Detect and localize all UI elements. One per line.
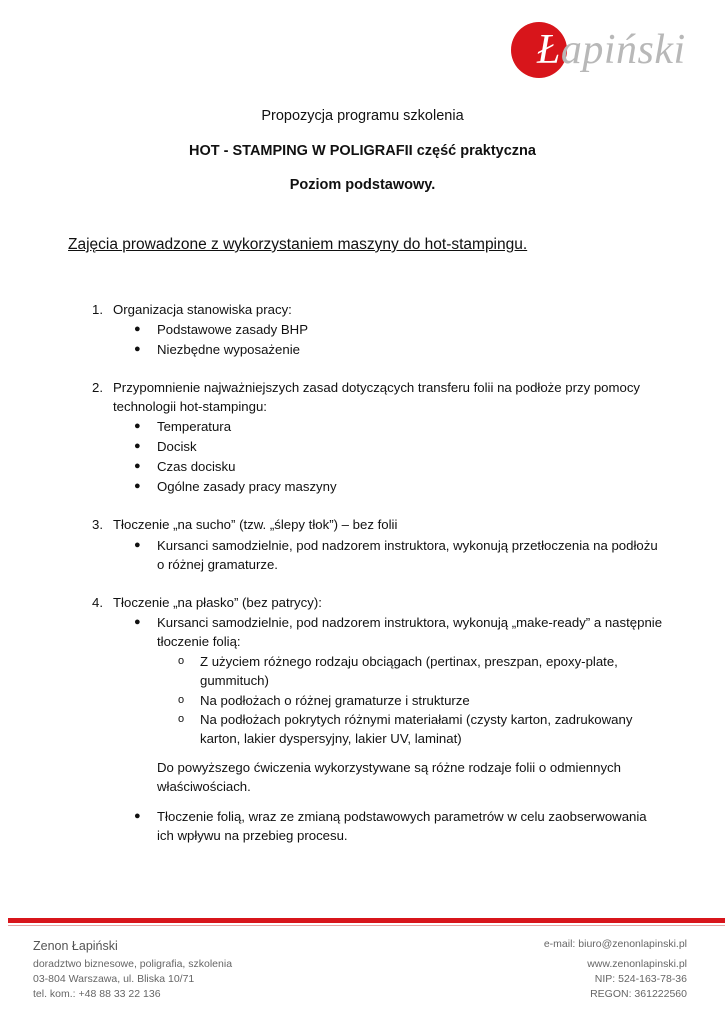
- footer-name: Zenon Łapiński: [33, 939, 118, 953]
- list-item-text: Przypomnienie najważniejszych zasad dotyczących transferu folii na podłoże przy pomocy: [113, 380, 641, 395]
- logo-text: Łapiński: [537, 27, 686, 73]
- footer-regon: REGON: 361222560: [590, 988, 687, 1000]
- bullet-text: Podstawowe zasady BHP: [157, 322, 308, 337]
- footer-website: www.zenonlapinski.pl: [587, 958, 687, 970]
- note-text: właściwościach.: [157, 779, 251, 794]
- bullet-icon: ●: [134, 616, 141, 628]
- course-name: HOT - STAMPING W POLIGRAFII część praktyczna: [189, 143, 536, 159]
- list-item-text: Organizacja stanowiska pracy:: [113, 302, 292, 317]
- circle-bullet-icon: o: [178, 713, 185, 725]
- bullet-icon: ●: [134, 440, 141, 452]
- list-number: 2.: [92, 380, 103, 395]
- footer-phone: tel. kom.: +48 88 33 22 136: [33, 988, 161, 1000]
- document-title: Propozycja programu szkolenia: [261, 108, 464, 124]
- bullet-icon: ●: [134, 810, 141, 822]
- footer-description: doradztwo biznesowe, poligrafia, szkolenia: [33, 958, 233, 970]
- bullet-icon: ●: [134, 460, 141, 472]
- bullet-text: Kursanci samodzielnie, pod nadzorem instruktora, wykonują „make-ready” a następnie: [157, 615, 663, 630]
- bullet-text: ich wpływu na przebieg procesu.: [157, 828, 348, 843]
- list-item-text: Tłoczenie „na sucho” (tzw. „ślepy tłok”) – bez folii: [113, 517, 398, 532]
- footer-nip: NIP: 524-163-78-36: [594, 973, 687, 985]
- bullet-icon: ●: [134, 343, 141, 355]
- footer-divider-thin: [8, 925, 725, 926]
- bullet-text: Docisk: [157, 439, 197, 454]
- bullet-text: Temperatura: [157, 419, 232, 434]
- bullet-text: Tłoczenie folią, wraz ze zmianą podstawowych parametrów w celu zaobserwowania: [157, 809, 647, 824]
- sub-bullet-text: Z użyciem różnego rodzaju obciągach (pertinax, preszpan, epoxy-plate,: [200, 654, 618, 669]
- sub-bullet-text: Na podłożach o różnej gramaturze i strukturze: [200, 693, 470, 708]
- note-text: Do powyższego ćwiczenia wykorzystywane są różne rodzaje folii o odmiennych: [157, 760, 621, 775]
- sub-bullet-text: karton, lakier dyspersyjny, lakier UV, laminat): [200, 731, 462, 746]
- bullet-text: tłoczenie folią:: [157, 634, 241, 649]
- list-number: 4.: [92, 595, 103, 610]
- list-number: 3.: [92, 517, 103, 532]
- bullet-text: o różnej gramaturze.: [157, 557, 278, 572]
- bullet-text: Niezbędne wyposażenie: [157, 342, 300, 357]
- footer-address: 03-804 Warszawa, ul. Bliska 10/71: [33, 973, 195, 985]
- section-subtitle: Zajęcia prowadzone z wykorzystaniem maszyny do hot-stampingu.: [68, 236, 528, 253]
- circle-bullet-icon: o: [178, 694, 185, 706]
- circle-bullet-icon: o: [178, 655, 185, 667]
- footer-email: e-mail: biuro@zenonlapinski.pl: [543, 938, 687, 950]
- company-logo: [511, 20, 701, 80]
- footer-divider: [8, 918, 725, 923]
- course-level: Poziom podstawowy.: [289, 177, 436, 193]
- bullet-icon: ●: [134, 480, 141, 492]
- bullet-icon: ●: [134, 323, 141, 335]
- sub-bullet-text: gummituch): [200, 673, 269, 688]
- bullet-text: Kursanci samodzielnie, pod nadzorem instruktora, wykonują przetłoczenia na podłożu: [157, 538, 658, 553]
- list-number: 1.: [92, 302, 103, 317]
- bullet-text: Ogólne zasady pracy maszyny: [157, 479, 337, 494]
- bullet-icon: ●: [134, 539, 141, 551]
- bullet-icon: ●: [134, 420, 141, 432]
- list-item-text: technologii hot-stampingu:: [113, 399, 267, 414]
- sub-bullet-text: Na podłożach pokrytych różnymi materiałami (czysty karton, zadrukowany: [200, 712, 633, 727]
- list-item-text: Tłoczenie „na płasko” (bez patrycy):: [113, 595, 322, 610]
- bullet-text: Czas docisku: [157, 459, 236, 474]
